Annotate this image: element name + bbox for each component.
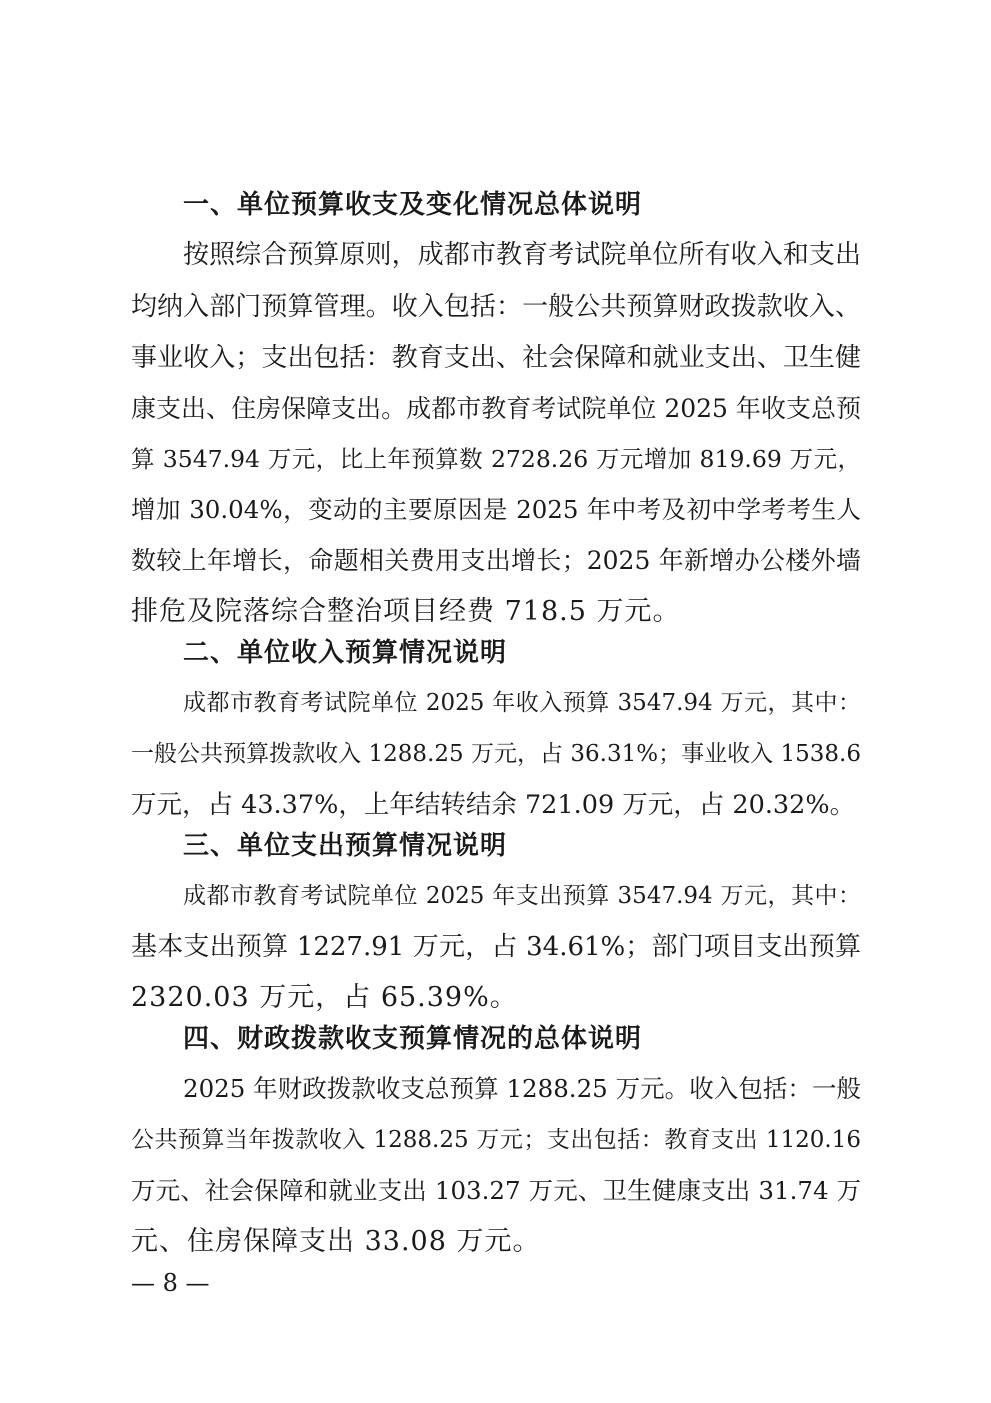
section-3-line-1: 成都市教育考试院单位 2025 年支出预算 3547.94 万元，其中： xyxy=(183,883,861,909)
section-4-line-2: 公共预算当年拨款收入 1288.25 万元；支出包括：教育支出 1120.16 xyxy=(131,1127,861,1153)
section-2-line-3: 万元，占 43.37%，上年结转结余 721.09 万元，占 20.32%。 xyxy=(131,790,856,820)
section-1-heading: 一、单位预算收支及变化情况总体说明 xyxy=(183,190,643,220)
section-4-line-1: 2025 年财政拨款收支总预算 1288.25 万元。收入包括：一般 xyxy=(183,1074,861,1103)
section-2-heading: 二、单位收入预算情况说明 xyxy=(183,638,508,668)
section-2-line-1: 成都市教育考试院单位 2025 年收入预算 3547.94 万元，其中： xyxy=(183,690,861,716)
page-number: — 8 — xyxy=(131,1269,210,1297)
section-3-heading: 三、单位支出预算情况说明 xyxy=(183,831,508,861)
section-4-line-3: 万元、社会保障和就业支出 103.27 万元、卫生健康支出 31.74 万 xyxy=(131,1176,861,1205)
section-1-line-2: 均纳入部门预算管理。收入包括：一般公共预算财政拨款收入、 xyxy=(131,292,861,322)
section-1-line-3: 事业收入；支出包括：教育支出、社会保障和就业支出、卫生健 xyxy=(131,343,861,373)
section-1-line-1: 按照综合预算原则，成都市教育考试院单位所有收入和支出 xyxy=(183,240,861,270)
section-1-line-4: 康支出、住房保障支出。成都市教育考试院单位 2025 年收支总预 xyxy=(131,394,861,423)
section-2-line-2: 一般公共预算拨款收入 1288.25 万元，占 36.31%；事业收入 1538.6 xyxy=(131,741,861,767)
section-3-line-3: 2320.03 万元，占 65.39%。 xyxy=(131,982,518,1013)
section-1-line-8: 排危及院落综合整治项目经费 718.5 万元。 xyxy=(131,596,681,627)
section-4-heading: 四、财政拨款收支预算情况的总体说明 xyxy=(183,1024,643,1054)
section-1-line-6: 增加 30.04%，变动的主要原因是 2025 年中考及初中学考考生人 xyxy=(131,495,861,524)
section-3-line-2: 基本支出预算 1227.91 万元，占 34.61%；部门项目支出预算 xyxy=(131,932,861,962)
section-1-line-5: 算 3547.94 万元，比上年预算数 2728.26 万元增加 819.69 万元， xyxy=(131,445,861,473)
section-4-line-4: 元、住房保障支出 33.08 万元。 xyxy=(131,1226,541,1257)
section-1-line-7: 数较上年增长，命题相关费用支出增长；2025 年新增办公楼外墙 xyxy=(131,546,861,575)
